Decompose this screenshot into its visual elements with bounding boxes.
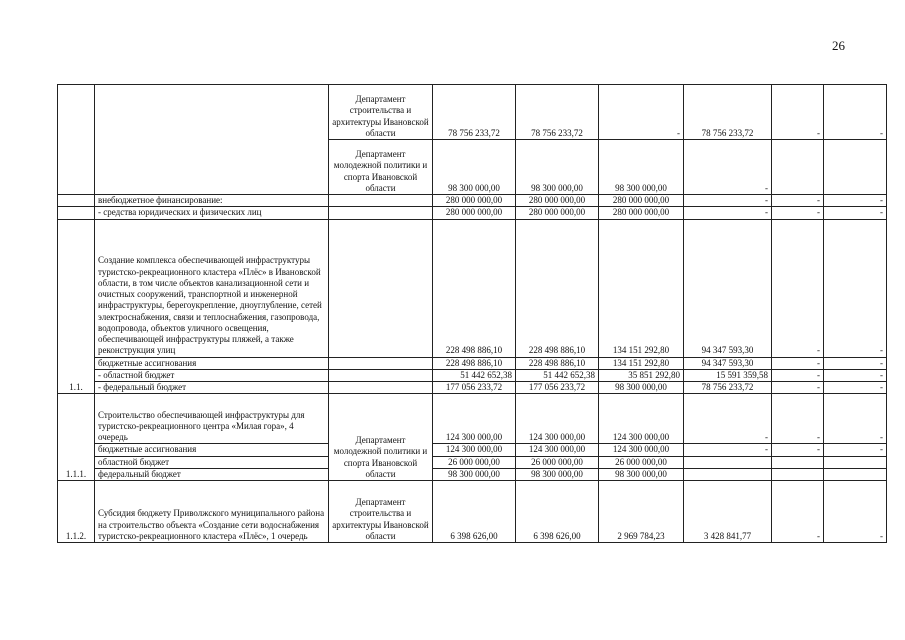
value-cell: - (599, 85, 684, 140)
department-cell: Департамент молодежной политики и спорта Ивановской области (329, 394, 433, 481)
department-cell: Департамент молодежной политики и спорта Ивановской области (329, 140, 433, 195)
total-cell: 26 000 000,00 (433, 456, 516, 468)
total-cell: 228 498 886,10 (433, 357, 516, 369)
value-cell: - (824, 207, 887, 219)
budget-table (57, 84, 887, 543)
table-row (58, 369, 887, 381)
row-label: Создание комплекса обеспечивающей инфраструктуры туристско-рекреационного кластера «Плёс» в Ивановской области, в том числе объектов канализационной сети и очистных сооружений, транспортной и инженерной инфраструктуры, берегоукрепление, дноуглубление, сетей электроснабжения, связи и теплоснабжения, газопровода, водопровода, объектов уличного освещения, обеспечивающей инфраструктуры пляжей, а также реконструкция улиц (95, 219, 329, 357)
value-cell: 26 000 000,00 (599, 456, 684, 468)
value-cell: - (772, 382, 824, 394)
table-row (58, 219, 887, 357)
value-cell: 124 300 000,00 (516, 444, 599, 456)
total-cell: 98 300 000,00 (433, 468, 516, 480)
row-code: 1.1. (58, 219, 95, 394)
value-cell: 124 300 000,00 (599, 444, 684, 456)
table-row (58, 207, 887, 219)
value-cell: 177 056 233,72 (516, 382, 599, 394)
value-cell: - (824, 219, 887, 357)
value-cell: - (772, 85, 824, 140)
value-cell: 280 000 000,00 (516, 207, 599, 219)
value-cell: 98 300 000,00 (516, 468, 599, 480)
value-cell: - (824, 369, 887, 381)
row-label: федеральный бюджет (95, 468, 329, 480)
value-cell: 134 151 292,80 (599, 219, 684, 357)
value-cell: - (824, 85, 887, 140)
value-cell: - (824, 382, 887, 394)
table-row (58, 382, 887, 394)
department-cell: Департамент строительства и архитектуры Ивановской области (329, 481, 433, 543)
value-cell: - (684, 140, 772, 195)
row-label: Субсидия бюджету Приволжского муниципального района на строительство объекта «Создание сети водоснабжения туристско-рекреационного кластера «Плёс», 1 очередь (95, 481, 329, 543)
row-code: 1.1.1. (58, 394, 95, 481)
value-cell: - (684, 394, 772, 444)
value-cell: - (824, 357, 887, 369)
value-cell: 2 969 784,23 (599, 481, 684, 543)
table-row (58, 85, 887, 140)
value-cell: - (824, 394, 887, 444)
value-cell: 51 442 652,38 (516, 369, 599, 381)
value-cell: 15 591 359,58 (684, 369, 772, 381)
value-cell: - (824, 481, 887, 543)
row-label: Строительство обеспечивающей инфраструктуры для туристско-рекреационного центра «Милая гора», 4 очередь (95, 394, 329, 444)
row-label: областной бюджет (95, 456, 329, 468)
row-label: - средства юридических и физических лиц (95, 207, 329, 219)
page-number: 26 (832, 38, 845, 53)
value-cell: 98 300 000,00 (599, 140, 684, 195)
table-row (58, 468, 887, 480)
value-cell: 280 000 000,00 (599, 207, 684, 219)
row-label: - областной бюджет (95, 369, 329, 381)
value-cell: - (684, 207, 772, 219)
value-cell: - (772, 394, 824, 444)
value-cell: 3 428 841,77 (684, 481, 772, 543)
value-cell: 124 300 000,00 (599, 394, 684, 444)
table-row (58, 444, 887, 456)
value-cell: - (824, 444, 887, 456)
value-cell: 78 756 233,72 (684, 382, 772, 394)
total-cell: 280 000 000,00 (433, 195, 516, 207)
value-cell: - (824, 195, 887, 207)
value-cell: 228 498 886,10 (516, 357, 599, 369)
table-row (58, 481, 887, 543)
table-row (58, 394, 887, 444)
total-cell: 78 756 233,72 (433, 85, 516, 140)
value-cell (824, 140, 887, 195)
row-label: внебюджетное финансирование: (95, 195, 329, 207)
total-cell: 124 300 000,00 (433, 444, 516, 456)
value-cell: 98 300 000,00 (599, 382, 684, 394)
value-cell: 78 756 233,72 (684, 85, 772, 140)
value-cell: - (772, 444, 824, 456)
value-cell: 78 756 233,72 (516, 85, 599, 140)
value-cell: - (772, 369, 824, 381)
value-cell: - (772, 357, 824, 369)
total-cell: 177 056 233,72 (433, 382, 516, 394)
row-code: 1.1.2. (58, 481, 95, 543)
value-cell: 124 300 000,00 (516, 394, 599, 444)
value-cell: - (772, 207, 824, 219)
row-label: - федеральный бюджет (95, 382, 329, 394)
value-cell: 35 851 292,80 (599, 369, 684, 381)
code-cell (58, 85, 95, 195)
total-cell: 280 000 000,00 (433, 207, 516, 219)
value-cell: 98 300 000,00 (516, 140, 599, 195)
value-cell: 98 300 000,00 (599, 468, 684, 480)
row-label: бюджетные ассигнования (95, 357, 329, 369)
total-cell: 98 300 000,00 (433, 140, 516, 195)
value-cell: - (684, 195, 772, 207)
value-cell: 134 151 292,80 (599, 357, 684, 369)
value-cell: 228 498 886,10 (516, 219, 599, 357)
table-row (58, 456, 887, 468)
value-cell: 280 000 000,00 (516, 195, 599, 207)
total-cell: 51 442 652,38 (433, 369, 516, 381)
total-cell: 6 398 626,00 (433, 481, 516, 543)
value-cell: - (684, 444, 772, 456)
department-cell: Департамент строительства и архитектуры Ивановской области (329, 85, 433, 140)
value-cell: - (772, 195, 824, 207)
description-cell (95, 85, 329, 195)
value-cell: 26 000 000,00 (516, 456, 599, 468)
table-row (58, 357, 887, 369)
value-cell (772, 140, 824, 195)
value-cell: - (772, 481, 824, 543)
total-cell: 228 498 886,10 (433, 219, 516, 357)
value-cell: 94 347 593,30 (684, 357, 772, 369)
value-cell: - (772, 219, 824, 357)
value-cell: 280 000 000,00 (599, 195, 684, 207)
table-row (58, 195, 887, 207)
total-cell: 124 300 000,00 (433, 394, 516, 444)
value-cell: 6 398 626,00 (516, 481, 599, 543)
row-label: бюджетные ассигнования (95, 444, 329, 456)
value-cell: 94 347 593,30 (684, 219, 772, 357)
